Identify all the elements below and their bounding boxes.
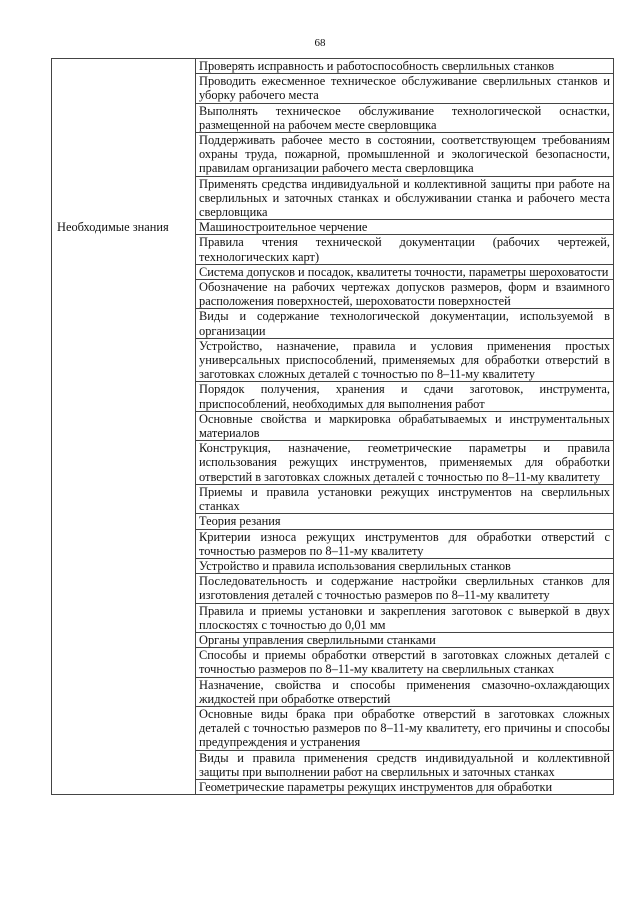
label-cell (52, 529, 196, 558)
table-row (52, 514, 614, 529)
label-cell (52, 677, 196, 706)
requirement-text: Органы управления сверлильными станками (196, 632, 614, 647)
table-row (52, 59, 614, 74)
table-row (52, 484, 614, 513)
requirement-text: Геометрические параметры режущих инструментов для обработки (196, 779, 614, 794)
table-row (52, 133, 614, 177)
requirement-text: Правила чтения технической документации (рабочих чертежей, технологических карт) (196, 235, 614, 264)
table-row (52, 382, 614, 411)
label-cell (52, 176, 196, 220)
requirement-text: Основные виды брака при обработке отверстий в заготовках сложных деталей с точностью размеров по 8–11-му квалитету, его причины и способы предупреждения и устранения (196, 706, 614, 750)
table-row (52, 264, 614, 279)
table-row (52, 103, 614, 132)
table-row (52, 176, 614, 220)
table-row (52, 603, 614, 632)
requirement-text: Проводить ежесменное техническое обслуживание сверлильных станков и уборку рабочего места (196, 74, 614, 103)
requirement-text: Конструкция, назначение, геометрические параметры и правила использования режущих инструментов, применяемых для обработки отверстий в заготовках сложных деталей с точностью по 8–11-му квалитету (196, 441, 614, 485)
label-cell (52, 603, 196, 632)
label-cell (52, 484, 196, 513)
requirement-text: Порядок получения, хранения и сдачи заготовок, инструмента, приспособлений, необходимых для выполнения работ (196, 382, 614, 411)
table-row (52, 677, 614, 706)
requirement-text: Назначение, свойства и способы применения смазочно-охлаждающих жидкостей при обработке отверстий (196, 677, 614, 706)
requirement-text: Виды и правила применения средств индивидуальной и коллективной защиты при выполнении работ на сверлильных и заточных станках (196, 750, 614, 779)
requirement-text: Обозначение на рабочих чертежах допусков размеров, форм и взаимного расположения поверхностей, шероховатости поверхностей (196, 280, 614, 309)
label-cell (52, 74, 196, 103)
label-cell (52, 309, 196, 338)
table-row (52, 706, 614, 750)
label-cell (52, 411, 196, 440)
table-row (52, 338, 614, 382)
table-row (52, 441, 614, 485)
label-cell (52, 558, 196, 573)
label-cell (52, 441, 196, 485)
table-row (52, 280, 614, 309)
requirement-text: Система допусков и посадок, квалитеты точности, параметры шероховатости (196, 264, 614, 279)
requirement-text: Проверять исправность и работоспособность сверлильных станков (196, 59, 614, 74)
label-cell (52, 648, 196, 677)
label-cell (52, 103, 196, 132)
label-cell (52, 280, 196, 309)
label-cell (52, 779, 196, 794)
table-row (52, 74, 614, 103)
requirement-text: Приемы и правила установки режущих инструментов на сверлильных станках (196, 484, 614, 513)
label-cell (52, 264, 196, 279)
requirement-text: Поддерживать рабочее место в состоянии, соответствующем требованиям охраны труда, пожарной, промышленной и экологической безопасности, правилам организации рабочего места сверловщика (196, 133, 614, 177)
requirement-text: Выполнять техническое обслуживание технологической оснастки, размещенной на рабочем месте сверловщика (196, 103, 614, 132)
requirement-text: Способы и приемы обработки отверстий в заготовках сложных деталей с точностью размеров по 8–11-му квалитету на сверлильных станках (196, 648, 614, 677)
competency-table (51, 58, 614, 795)
requirement-text: Критерии износа режущих инструментов для обработки отверстий с точностью размеров по 8–11-му квалитету (196, 529, 614, 558)
label-cell (52, 338, 196, 382)
requirement-text: Машиностроительное черчение (196, 220, 614, 235)
table-row (52, 750, 614, 779)
table-row (52, 632, 614, 647)
table-row (52, 235, 614, 264)
requirement-text: Виды и содержание технологической документации, используемой в организации (196, 309, 614, 338)
requirement-text: Устройство и правила использования сверлильных станков (196, 558, 614, 573)
requirement-text: Правила и приемы установки и закрепления заготовок с выверкой в двух плоскостях с точностью до 0,01 мм (196, 603, 614, 632)
table-row (52, 309, 614, 338)
table-row (52, 574, 614, 603)
requirement-text: Устройство, назначение, правила и условия применения простых универсальных приспособлений, применяемых для обработки отверстий в заготовках сложных деталей с точностью по 8–11-му квалитету (196, 338, 614, 382)
label-cell (52, 382, 196, 411)
requirement-text: Применять средства индивидуальной и коллективной защиты при работе на сверлильных и заточных станках и обслуживании станка и рабочего места сверловщика (196, 176, 614, 220)
table-row (52, 779, 614, 794)
requirement-text: Последовательность и содержание настройки сверлильных станков для изготовления деталей с точностью размеров по 8–11-му квалитету (196, 574, 614, 603)
table-row (52, 411, 614, 440)
table-body (52, 59, 614, 795)
section-label: Необходимые знания (52, 220, 196, 235)
label-cell (52, 133, 196, 177)
table-row (52, 220, 614, 235)
table-row (52, 648, 614, 677)
label-cell (52, 750, 196, 779)
requirement-text: Основные свойства и маркировка обрабатываемых и инструментальных материалов (196, 411, 614, 440)
requirement-text: Теория резания (196, 514, 614, 529)
label-cell (52, 59, 196, 74)
label-cell (52, 235, 196, 264)
page-number: 68 (314, 37, 326, 49)
label-cell (52, 706, 196, 750)
table-row (52, 558, 614, 573)
label-cell (52, 632, 196, 647)
label-cell (52, 514, 196, 529)
label-cell (52, 574, 196, 603)
table-row (52, 529, 614, 558)
